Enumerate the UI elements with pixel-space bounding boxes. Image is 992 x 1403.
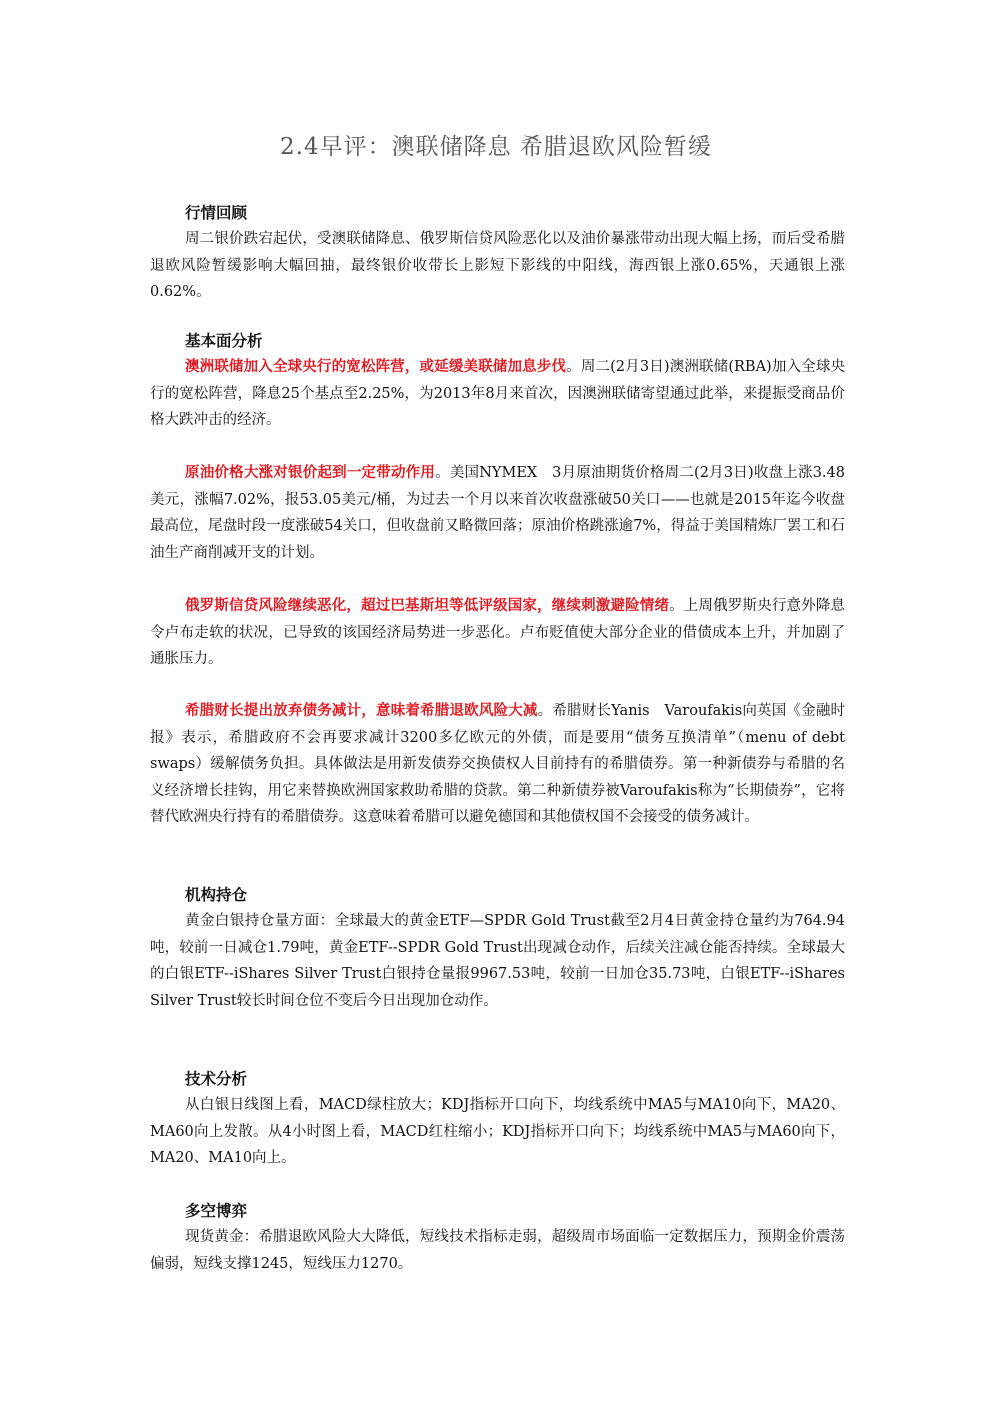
paragraph-body: 。周二(2月3日)澳洲联储(RBA)加入全球央行的宽松阵营，降息25个基点至2.25%，为2013年8月来首次，因澳洲联储寄望通过此举，来提振受商品价格大跌冲击的经济。 — [150, 359, 845, 428]
positions-paragraph: 黄金白银持仓量方面：全球最大的黄金ETF—SPDR Gold Trust截至2月4日黄金持仓量约为764.94吨，较前一日减仓1.79吨，黄金ETF--SPDR Gold Trust出现减仓动作，后续关注减仓能否持续。全球最大的白银ETF--iShares Silver Trust白银持仓量报9967.53吨，较前一日加仓35.73吨，白银ETF--iShares Silver Trust较长时间仓位不变后今日出现加仓动作。 — [150, 913, 845, 1009]
fundamental-paragraph — [150, 593, 845, 673]
page-title: 2.4早评：澳联储降息 希腊退欧风险暂缓 — [280, 134, 712, 160]
fundamentals-item — [150, 593, 845, 673]
fundamentals-item — [150, 354, 845, 434]
fundamental-paragraph — [150, 698, 845, 831]
section-heading: 多空博弈 — [185, 1202, 248, 1220]
highlight-lead: 希腊财长提出放弃债务减计，意味着希腊退欧风险大减 — [185, 703, 538, 719]
highlight-lead: 澳洲联储加入全球央行的宽松阵营，或延缓美联储加息步伐 — [185, 359, 567, 375]
market-review-paragraph: 周二银价跌宕起伏，受澳联储降息、俄罗斯信贷风险恶化以及油价暴涨带动出现大幅上扬，而后受希腊退欧风险暂缓影响大幅回抽，最终银价收带长上影短下影线的中阳线，海西银上涨0.65%，天通银上涨0.62%。 — [150, 231, 845, 300]
technical-section — [150, 1066, 845, 1172]
section-heading: 机构持仓 — [185, 886, 248, 904]
long-short-section — [150, 1198, 845, 1277]
technical-paragraph: 从白银日线图上看，MACD绿柱放大；KDJ指标开口向下，均线系统中MA5与MA10向下，MA20、MA60向上发散。从4小时图上看，MACD红柱缩小；KDJ指标开口向下；均线系统中MA5与MA60向下，MA20、MA10向上。 — [150, 1097, 845, 1166]
highlight-lead: 俄罗斯信贷风险继续恶化，超过巴基斯坦等低评级国家，继续刺激避险情绪 — [185, 598, 670, 614]
positions-section — [150, 882, 845, 1014]
market-review-section — [150, 200, 845, 306]
section-heading: 行情回顾 — [185, 204, 248, 222]
fundamental-paragraph — [150, 354, 845, 434]
section-heading: 基本面分析 — [185, 332, 263, 350]
paragraph-body: 。上周俄罗斯央行意外降息令卢布走软的状况，已导致的该国经济局势进一步恶化。卢布贬值使大部分企业的借债成本上升，并加剧了通胀压力。 — [150, 598, 845, 667]
paragraph-body: 。美国NYMEX 3月原油期货价格周二(2月3日)收盘上涨3.48美元，涨幅7.02%，报53.05美元/桶，为过去一个月以来首次收盘涨破50关口——也就是2015年迄今收盘最高位，尾盘时段一度涨破54关口，但收盘前又略微回落；原油价格跳涨逾7%，得益于美国精炼厂罢工和石油生产商削减开支的计划。 — [150, 465, 845, 561]
fundamentals-item — [150, 698, 845, 831]
long-short-paragraph: 现货黄金：希腊退欧风险大大降低，短线技术指标走弱，超级周市场面临一定数据压力，预期金价震荡偏弱，短线支撑1245，短线压力1270。 — [150, 1229, 845, 1272]
highlight-lead: 原油价格大涨对银价起到一定带动作用 — [185, 465, 436, 481]
fundamentals-heading-block — [150, 328, 845, 354]
fundamental-paragraph — [150, 460, 845, 566]
paragraph-body: 。希腊财长Yanis Varoufakis向英国《金融时报》表示，希腊政府不会再要求减计3200多亿欧元的外债，而是要用“债务互换清单”（menu of debt swaps）缓解债务负担。具体做法是用新发债券交换债权人目前持有的希腊债券。第一种新债券与希腊的名义经济增长挂钩，用它来替换欧洲国家救助希腊的贷款。第二种新债券被Varoufakis称为“长期债券”，它将替代欧洲央行持有的希腊债券。这意味着希腊可以避免德国和其他债权国不会接受的债务减计。 — [150, 703, 846, 825]
fundamentals-item — [150, 460, 845, 566]
section-heading: 技术分析 — [185, 1070, 248, 1088]
